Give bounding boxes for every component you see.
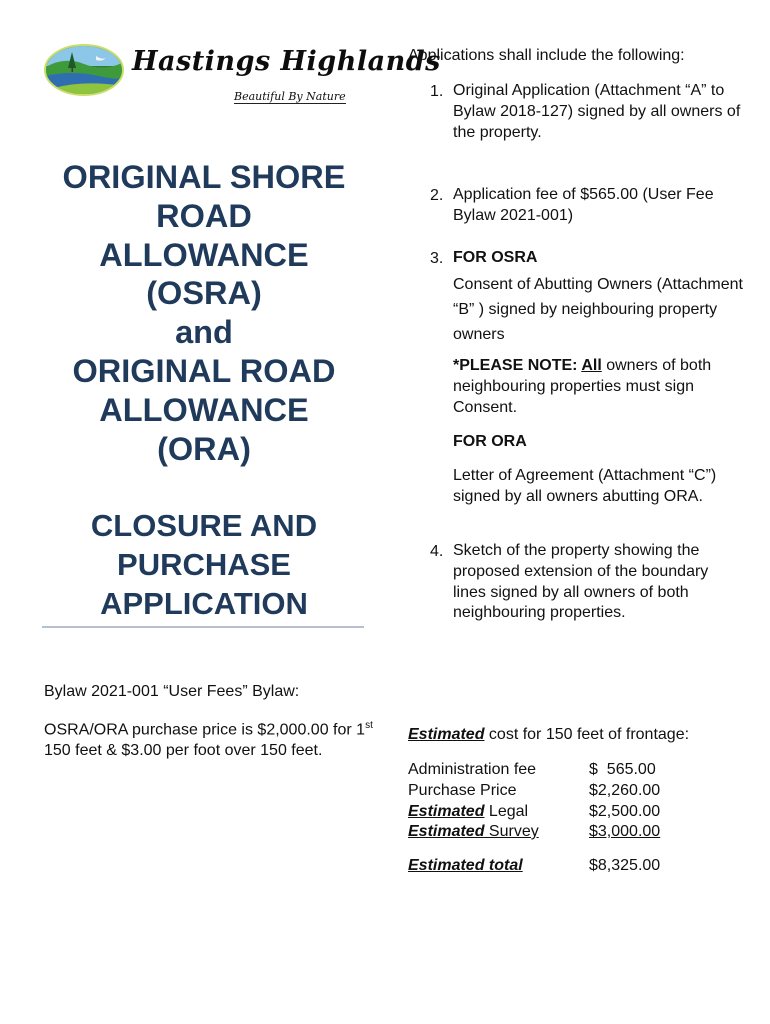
cost-label: Purchase Price — [408, 782, 517, 799]
subtitle-line: APPLICATION — [100, 586, 308, 621]
ora-heading: FOR ORA — [453, 433, 527, 450]
title-line: ROAD — [156, 197, 252, 234]
landscape-icon — [44, 44, 124, 96]
cost-heading: Estimated cost for 150 feet of frontage: — [408, 726, 690, 743]
item-number: 2. — [430, 187, 444, 204]
title-line: ORIGINAL ROAD — [72, 352, 336, 389]
cost-total-value: $8,325.00 — [589, 857, 661, 874]
cost-label: Estimated Legal — [408, 803, 529, 820]
title-line: and — [175, 314, 233, 351]
logo — [44, 40, 441, 120]
item-number: 4. — [430, 543, 444, 560]
page-title — [40, 158, 368, 468]
applications-intro: Applications shall include the following: — [408, 47, 685, 64]
subtitle-line: CLOSURE AND — [90, 508, 318, 543]
cost-value: $3,000.00 — [589, 823, 661, 840]
ora-agreement-text: Letter of Agreement (Attachment “C”) signed by all owners abutting ORA. — [453, 467, 717, 505]
title-line: (ORA) — [157, 430, 251, 467]
list-item: Original Application (Attachment “A” to Bylaw 2018-127) signed by all owners of the property. — [453, 82, 741, 141]
bylaw-heading: Bylaw 2021-001 “User Fees” Bylaw: — [44, 683, 300, 700]
bylaw-price-text: OSRA/ORA purchase price is $2,000.00 for 1st 150 feet & $3.00 per foot over 150 feet. — [44, 720, 373, 759]
logo-tagline: Beautiful By Nature — [234, 90, 346, 103]
logo-name: Hastings Highlands — [132, 46, 441, 77]
page-subtitle — [40, 506, 368, 623]
cost-label: Estimated Survey — [408, 823, 539, 840]
cost-value: $ 565.00 — [589, 761, 656, 778]
title-line: (OSRA) — [146, 275, 262, 312]
cost-total-label: Estimated total — [408, 857, 523, 874]
osra-heading: FOR OSRA — [453, 249, 538, 266]
cost-value: $2,260.00 — [589, 782, 661, 799]
list-item: Application fee of $565.00 (User Fee Bylaw 2021-001) — [453, 186, 714, 224]
list-item: Sketch of the property showing the proposed extension of the boundary lines signed by all owners of both neighbouring properties. — [453, 542, 709, 622]
title-line: ALLOWANCE — [99, 391, 309, 428]
subtitle-line: PURCHASE — [117, 547, 291, 582]
title-line: ALLOWANCE — [99, 236, 309, 273]
item-number: 3. — [430, 250, 444, 267]
please-note: *PLEASE NOTE: All owners of both neighbouring properties must sign Consent. — [453, 357, 712, 416]
cost-label: Administration fee — [408, 761, 537, 778]
item-number: 1. — [430, 83, 444, 100]
title-divider — [42, 626, 364, 628]
title-line: ORIGINAL SHORE — [62, 159, 346, 195]
osra-consent-text: Consent of Abutting Owners (Attachment “B” ) signed by neighbouring property owners — [453, 276, 743, 343]
cost-value: $2,500.00 — [589, 803, 661, 820]
